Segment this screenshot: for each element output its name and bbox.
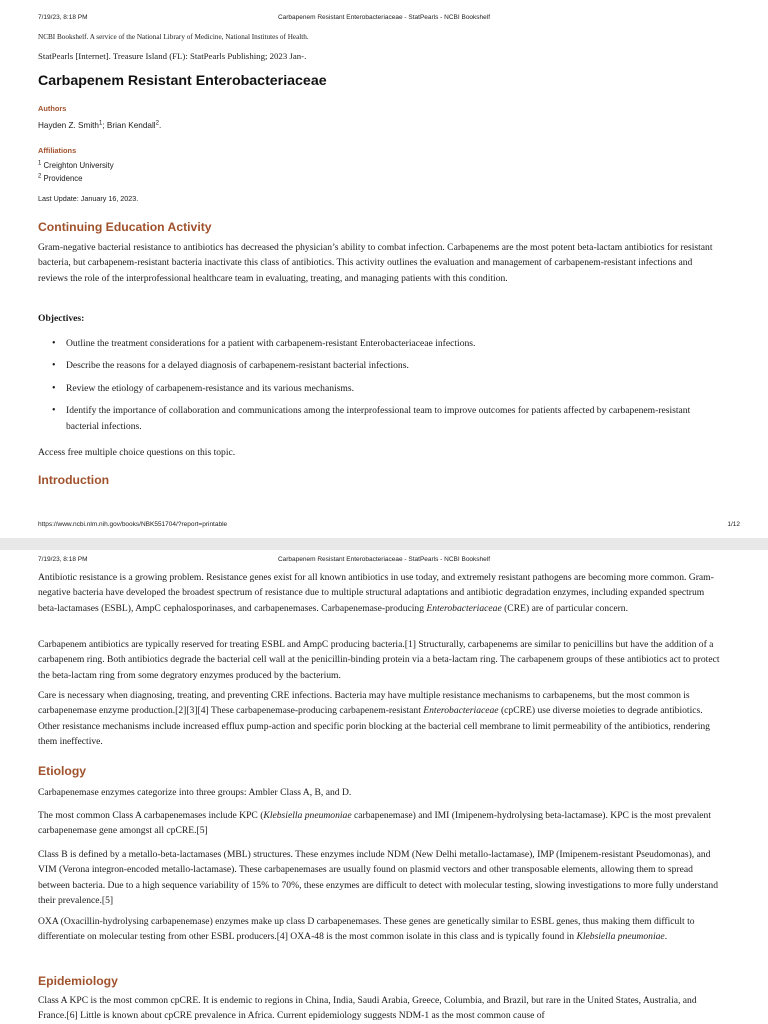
intro-paragraph-2: Carbapenem antibiotics are typically reserved for treating ESBL and AmpC producing bacteria.[1] Structurally, carbapenems are similar to penicillins but have the addition of a carbapenem ring. Both antibiotics degrade the bacterial cell wall at the penicillin-binding protein via a beta-lactam ring. The carbapenem groups of these antibiotics act to protect the beta-lactam ring from some degratory enzymes produced by the bacterium. [38, 639, 720, 681]
ncbi-notice: NCBI Bookshelf. A service of the National Library of Medicine, National Institutes of Health. [38, 33, 309, 41]
list-item: • Identify the importance of collaboration and communications among the interprofessional team to improve outcomes for patients affected by carbapenem-resistant bacterial infections. [38, 403, 722, 434]
print-page-2 [0, 550, 768, 1024]
print-header-date: 7/19/23, 8:18 PM [38, 14, 88, 21]
etiology-paragraph-4: OXA (Oxacillin-hydrolysing carbapenemase) enzymes make up class D carbapenemases. These genes are genetically similar to ESBL genes, thus making them difficult to differentiate on molecular testing from other ESBL producers.[4] OXA-48 is the most common isolate in this class and is typically found in Klebsiella pneumoniae. [38, 916, 695, 943]
etiology-paragraph-2: The most common Class A carbapenemases include KPC (Klebsiella pneumoniae carbapenemase) and IMI (Imipenem-hydrolysing beta-lactamase). KPC is the most prevalent carbapenemase gene amongst all cpCRE.[5] [38, 810, 712, 837]
etiology-paragraph-1: Carbapenemase enzymes categorize into three groups: Ambler Class A, B, and D. [38, 787, 352, 798]
objectives-label: Objectives: [38, 313, 85, 324]
affiliations-label: Affiliations [38, 146, 77, 155]
etiology-paragraph-3: Class B is defined by a metallo-beta-lactamases (MBL) structures. These enzymes include NDM (New Delhi metallo-lactamase), IMP (Imipenem-resistant Pseudomonas), and VIM (Verona integron-encoded metallo-lactamase). These carbapenemases are usually found on plasmid vectors and other transposable elements, allowing them to spread between bacteria. Due to a high sequence variability of 15% to 70%, these enzymes are difficult to detect with molecular testing, slowing investigations to more fully understand their prevalence.[5] [38, 849, 718, 907]
list-item: • Describe the reasons for a delayed diagnosis of carbapenem-resistant bacterial infections. [38, 358, 722, 373]
intro-paragraph-3: Care is necessary when diagnosing, treating, and preventing CRE infections. Bacteria may have multiple resistance mechanisms to carbapenems, but the most common is carbapenemase enzyme production.[2][3][4] These carbapenemase-producing carbapenem-resistant Enterobacteriaceae (cpCRE) use diverse moieties to degrade antibiotics. Other resistance mechanisms include increased efflux pump-action and specific porin blocking at the bacterial cell membrane to limit permeability of the antibiotics, rendering them ineffective. [38, 690, 710, 748]
authors-label: Authors [38, 104, 67, 113]
last-update: Last Update: January 16, 2023. [38, 194, 139, 203]
list-item: • Review the etiology of carbapenem-resistance and its various mechanisms. [38, 381, 722, 396]
section-heading-introduction: Introduction [38, 473, 110, 487]
list-item: • Outline the treatment considerations for a patient with carbapenem-resistant Enterobacteriaceae infections. [38, 336, 722, 351]
author-link[interactable]: Brian Kendall [106, 121, 156, 130]
page-break [0, 538, 768, 550]
print-footer-page-number: 1/12 [727, 521, 740, 528]
print-header-title: Carbapenem Resistant Enterobacteriaceae - StatPearls - NCBI Bookshelf [277, 556, 491, 563]
cea-paragraph: Gram-negative bacterial resistance to antibiotics has decreased the physician’s ability to combat infection. Carbapenems are the most potent beta-lactam antibiotics for resistant bacteria, but carbapenem-resistant bacteria inactivate this class of antibiotics. This activity outlines the evaluation and management of carbapenem-resistant infections and reviews the role of the interprofessional healthcare team in evaluating, treating, and managing patients with this condition. [38, 242, 713, 284]
section-heading-epidemiology: Epidemiology [38, 974, 118, 988]
epidemiology-paragraph-1: Class A KPC is the most common cpCRE. It is endemic to regions in China, India, Saudi Arabia, Greece, Columbia, and Brazil, but rare in the United States, Australia, and France.[6] Little is known about cpCRE prevalence in Africa. Current epidemiology suggests NDM-1 as the most common cause of [38, 995, 697, 1022]
access-questions-link[interactable]: Access free multiple choice questions on this topic. [38, 447, 236, 458]
intro-paragraph-1: Antibiotic resistance is a growing problem. Resistance genes exist for all known antibiotics in use today, and extremely resistant pathogens are becoming more common. Gram-negative bacteria have developed the broadest spectrum of resistance due to multiple structural adaptations and antibiotic degradation enzymes, including expanded spectrum beta-lactamases (ESBL), AmpC cephalosporinases, and carbapenemases. Carbapenemase-producing Enterobacteriaceae (CRE) are of particular concern. [38, 572, 714, 614]
objectives-list [38, 336, 722, 434]
authors-line: Hayden Z. Smith$^1$; Brian Kendall$^2$. [38, 120, 162, 130]
print-footer-url: https://www.ncbi.nlm.nih.gov/books/NBK551704/?report=printable [38, 521, 228, 528]
print-header-date: 7/19/23, 8:18 PM [38, 556, 88, 563]
affiliation-1: $^1$ Creighton University [38, 160, 114, 170]
section-heading-cea: Continuing Education Activity [38, 220, 212, 234]
affiliation-2: $^2$ Providence [38, 173, 83, 183]
page-title: Carbapenem Resistant Enterobacteriaceae [38, 73, 327, 89]
author-link[interactable]: Hayden Z. Smith [38, 121, 99, 130]
citation: StatPearls [Internet]. Treasure Island (FL): StatPearls Publishing; 2023 Jan-. [38, 51, 307, 61]
print-header-title: Carbapenem Resistant Enterobacteriaceae - StatPearls - NCBI Bookshelf [277, 14, 491, 21]
section-heading-etiology: Etiology [38, 764, 87, 778]
